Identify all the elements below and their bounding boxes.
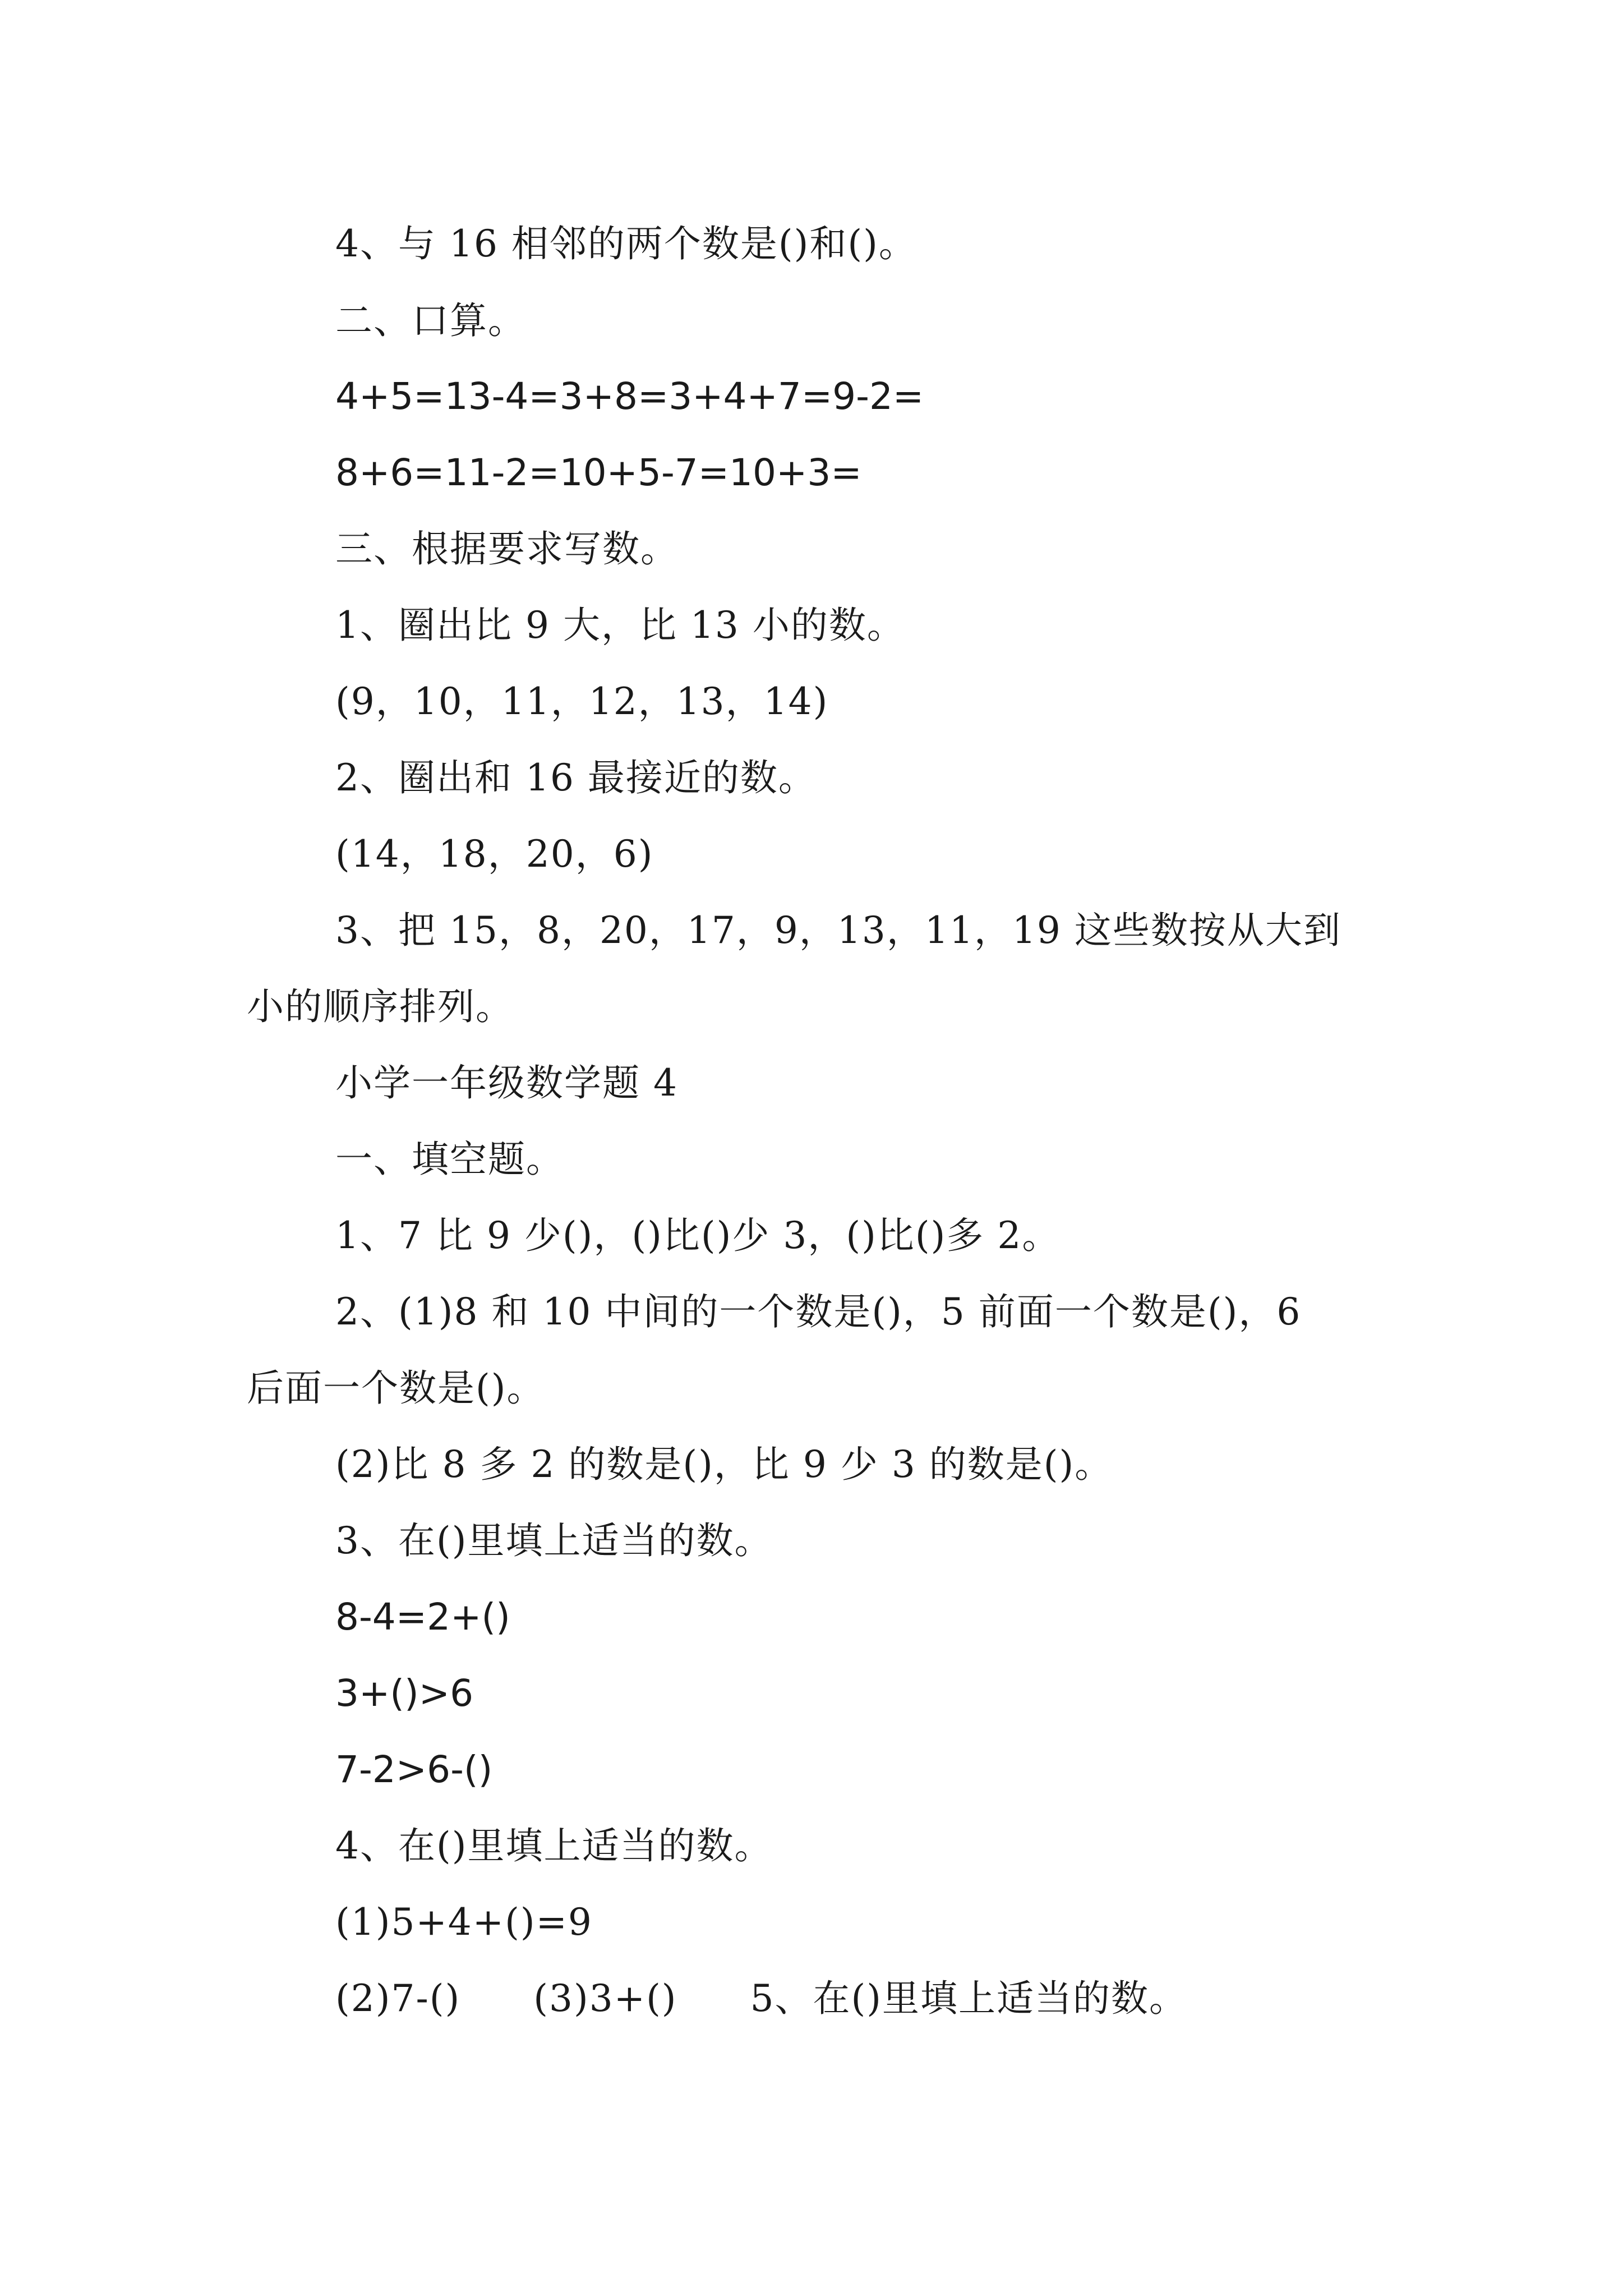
q3-order-numbers-cont: 小的顺序排列。 [247,985,514,1028]
q2-circle-closest: 2、圈出和 16 最接近的数。 [335,756,817,799]
q1-options: (9，10，11，12，13，14) [335,680,829,723]
q2-options: (14，18，20，6) [335,832,654,876]
fill-q4-eq2: (2)7-() [335,1977,461,2020]
fill-q2-part1-cont: 后面一个数是()。 [247,1366,545,1410]
fill-q4-last-line [335,1976,1187,2021]
fill-q1: 1、7 比 9 少()，()比()少 3，()比()多 2。 [335,1214,1061,1257]
section-write-numbers: 三、根据要求写数。 [335,527,679,570]
fill-q2-part2: (2)比 8 多 2 的数是()，比 9 少 3 的数是()。 [335,1443,1113,1486]
fill-q3-eq3: 7-2>6-() [335,1748,493,1791]
worksheet-title-4: 小学一年级数学题 4 [335,1061,678,1105]
q3-order-numbers: 3、把 15，8，20，17，9，13，11，19 这些数按从大到 [335,909,1341,952]
fill-q3-eq1: 8-4=2+() [335,1595,510,1639]
q4-adjacent-numbers: 4、与 16 相邻的两个数是()和()。 [335,222,917,265]
arithmetic-row-1: 4+5=13-4=3+8=3+4+7=9-2= [335,375,924,418]
fill-q3-eq2: 3+()>6 [335,1672,474,1715]
section-fill-blanks: 一、填空题。 [335,1138,564,1181]
fill-q4-heading: 4、在()里填上适当的数。 [335,1824,773,1867]
fill-q2-part1: 2、(1)8 和 10 中间的一个数是()，5 前面一个数是()，6 [335,1290,1302,1333]
fill-q5-heading: 5、在()里填上适当的数。 [750,1977,1188,2020]
fill-q4-eq3: (3)3+() [533,1977,677,2020]
q1-circle-between: 1、圈出比 9 大，比 13 小的数。 [335,604,905,647]
fill-q3-heading: 3、在()里填上适当的数。 [335,1519,773,1562]
fill-q4-eq1: (1)5+4+()=9 [335,1901,593,1944]
arithmetic-row-2: 8+6=11-2=10+5-7=10+3= [335,451,862,494]
section-mental-arithmetic: 二、口算。 [335,299,526,342]
